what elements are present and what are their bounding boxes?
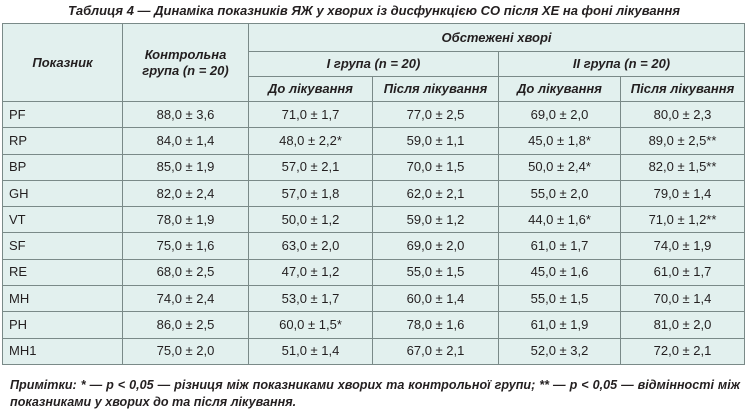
cell-g2-before: 55,0 ± 1,5 xyxy=(499,286,621,312)
cell-g1-after: 55,0 ± 1,5 xyxy=(373,259,499,285)
cell-indicator: GH xyxy=(3,180,123,206)
header-indicator: Показник xyxy=(3,24,123,102)
cell-g2-after: 74,0 ± 1,9 xyxy=(621,233,745,259)
cell-indicator: RE xyxy=(3,259,123,285)
cell-indicator: VT xyxy=(3,207,123,233)
table-row xyxy=(3,286,745,312)
cell-g1-before: 63,0 ± 2,0 xyxy=(249,233,373,259)
cell-g1-before: 51,0 ± 1,4 xyxy=(249,338,373,364)
cell-g2-before: 61,0 ± 1,7 xyxy=(499,233,621,259)
cell-indicator: BP xyxy=(3,154,123,180)
cell-indicator: PH xyxy=(3,312,123,338)
cell-g2-after: 61,0 ± 1,7 xyxy=(621,259,745,285)
header-control-line2: група (n = 20) xyxy=(142,62,229,78)
cell-control: 75,0 ± 1,6 xyxy=(123,233,249,259)
header-g2-before: До лікування xyxy=(499,77,621,102)
cell-g2-before: 44,0 ± 1,6* xyxy=(499,207,621,233)
cell-g2-after: 70,0 ± 1,4 xyxy=(621,286,745,312)
header-group-1: I група (n = 20) xyxy=(249,52,499,77)
table-row xyxy=(3,102,745,128)
cell-indicator: RP xyxy=(3,128,123,154)
cell-g1-before: 50,0 ± 1,2 xyxy=(249,207,373,233)
table-notes xyxy=(10,377,740,411)
cell-control: 88,0 ± 3,6 xyxy=(123,102,249,128)
cell-g2-before: 55,0 ± 2,0 xyxy=(499,180,621,206)
cell-g1-after: 59,0 ± 1,1 xyxy=(373,128,499,154)
cell-g2-before: 45,0 ± 1,8* xyxy=(499,128,621,154)
cell-g1-before: 60,0 ± 1,5* xyxy=(249,312,373,338)
cell-g1-after: 78,0 ± 1,6 xyxy=(373,312,499,338)
cell-control: 75,0 ± 2,0 xyxy=(123,338,249,364)
cell-g1-before: 53,0 ± 1,7 xyxy=(249,286,373,312)
table-row xyxy=(3,233,745,259)
results-table xyxy=(2,23,745,365)
cell-g2-before: 50,0 ± 2,4* xyxy=(499,154,621,180)
cell-indicator: PF xyxy=(3,102,123,128)
cell-g1-before: 47,0 ± 1,2 xyxy=(249,259,373,285)
table-caption: Таблиця 4 — Динаміка показників ЯЖ у хворих із дисфункцією СО після ХЕ на фоні лікування xyxy=(67,3,681,18)
cell-g1-before: 48,0 ± 2,2* xyxy=(249,128,373,154)
cell-g2-before: 61,0 ± 1,9 xyxy=(499,312,621,338)
header-group-2: II група (n = 20) xyxy=(499,52,745,77)
header-control-group xyxy=(123,24,249,102)
cell-g1-before: 57,0 ± 1,8 xyxy=(249,180,373,206)
cell-g2-before: 45,0 ± 1,6 xyxy=(499,259,621,285)
cell-control: 85,0 ± 1,9 xyxy=(123,154,249,180)
cell-g2-after: 80,0 ± 2,3 xyxy=(621,102,745,128)
cell-g1-after: 70,0 ± 1,5 xyxy=(373,154,499,180)
cell-control: 78,0 ± 1,9 xyxy=(123,207,249,233)
table-row xyxy=(3,154,745,180)
table-row xyxy=(3,338,745,364)
table-row xyxy=(3,128,745,154)
cell-control: 74,0 ± 2,4 xyxy=(123,286,249,312)
cell-g2-after: 81,0 ± 2,0 xyxy=(621,312,745,338)
cell-g2-before: 52,0 ± 3,2 xyxy=(499,338,621,364)
cell-control: 82,0 ± 2,4 xyxy=(123,180,249,206)
table-row xyxy=(3,259,745,285)
cell-g2-after: 72,0 ± 2,1 xyxy=(621,338,745,364)
table-row xyxy=(3,312,745,338)
header-g1-before: До лікування xyxy=(249,77,373,102)
cell-g2-after: 79,0 ± 1,4 xyxy=(621,180,745,206)
cell-g2-after: 89,0 ± 2,5** xyxy=(621,128,745,154)
cell-g1-after: 62,0 ± 2,1 xyxy=(373,180,499,206)
cell-g1-after: 67,0 ± 2,1 xyxy=(373,338,499,364)
cell-g1-after: 60,0 ± 1,4 xyxy=(373,286,499,312)
cell-g2-after: 71,0 ± 1,2** xyxy=(621,207,745,233)
cell-indicator: MH xyxy=(3,286,123,312)
cell-control: 86,0 ± 2,5 xyxy=(123,312,249,338)
header-examined-patients: Обстежені хворі xyxy=(249,24,745,52)
cell-control: 68,0 ± 2,5 xyxy=(123,259,249,285)
notes-text: * — p < 0,05 — різниця між показниками хворих та контрольної групи; ** — p < 0,05 — відмінності між показниками у хворих до та після лікування. xyxy=(10,378,740,409)
table-row xyxy=(3,207,745,233)
cell-g1-after: 69,0 ± 2,0 xyxy=(373,233,499,259)
cell-indicator: MH1 xyxy=(3,338,123,364)
header-control-line1: Контрольна xyxy=(144,46,227,62)
cell-g1-after: 59,0 ± 1,2 xyxy=(373,207,499,233)
table-body xyxy=(3,102,745,365)
cell-control: 84,0 ± 1,4 xyxy=(123,128,249,154)
header-g2-after: Після лікування xyxy=(621,77,745,102)
notes-label: Примітки: xyxy=(10,378,77,392)
cell-indicator: SF xyxy=(3,233,123,259)
cell-g2-before: 69,0 ± 2,0 xyxy=(499,102,621,128)
cell-g1-before: 71,0 ± 1,7 xyxy=(249,102,373,128)
header-g1-after: Після лікування xyxy=(373,77,499,102)
cell-g1-before: 57,0 ± 2,1 xyxy=(249,154,373,180)
cell-g1-after: 77,0 ± 2,5 xyxy=(373,102,499,128)
table-row xyxy=(3,180,745,206)
cell-g2-after: 82,0 ± 1,5** xyxy=(621,154,745,180)
